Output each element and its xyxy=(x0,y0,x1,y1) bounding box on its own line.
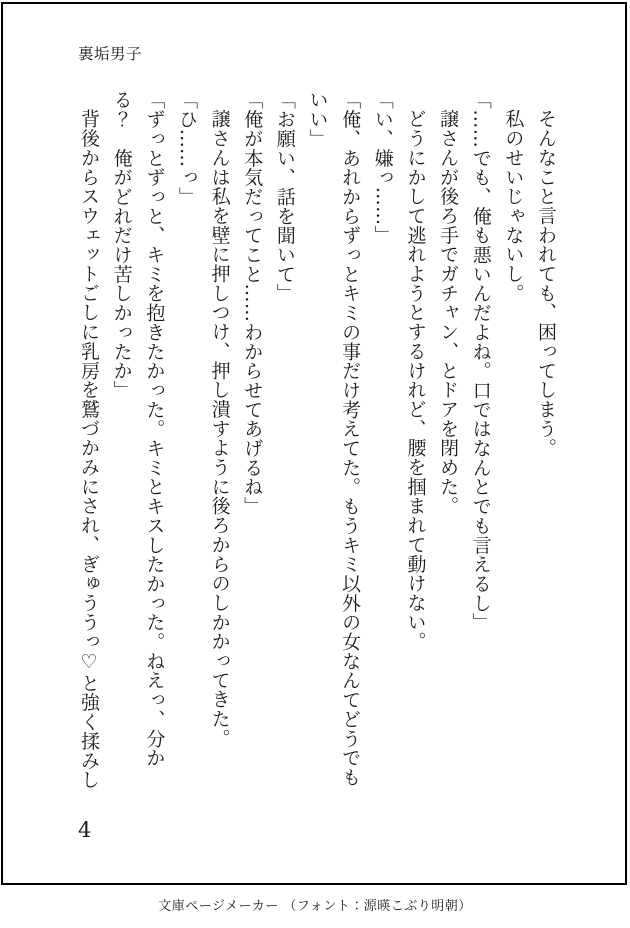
footer-credit: 文庫ページメーカー （フォント：源暎こぶり明朝） xyxy=(158,899,472,914)
text-line: 「俺が本気だってこと……わからせてあげるね」 xyxy=(241,90,264,516)
text-line: いい」 xyxy=(306,90,329,149)
text-line: 譲さんが後ろ手でガチャン、とドアを閉めた。 xyxy=(437,109,460,516)
text-line: そんなこと言われても、困ってしまう。 xyxy=(535,109,557,458)
text-line: 背後からスウェットごしに乳房を鷲づかみにされ、ぎゅううっ♡と強く揉みし xyxy=(78,109,101,790)
text-line: 「お願い、話を聞いて」 xyxy=(273,90,296,303)
running-head-title: 裏垢男子 xyxy=(78,45,143,63)
text-line: 私のせいじゃないし。 xyxy=(502,109,525,303)
text-line: どうにかして逃れようとするけれど、腰を掴まれて動けない。 xyxy=(404,109,427,652)
text-line: 「ずっとずっと、キミを抱きたかった。キミとキスしたかった。ねえっ、分か xyxy=(143,90,166,768)
vertical-text-block xyxy=(72,90,562,868)
text-line: 譲さんは私を壁に押しつけ、押し潰すように後ろからのしかかってきた。 xyxy=(208,109,231,748)
page-number: 4 xyxy=(78,818,92,842)
text-line: 「……でも、俺も悪いんだよね。口ではなんとでも言えるし」 xyxy=(469,90,492,632)
text-line: 「い、嫌っ……」 xyxy=(371,90,394,245)
text-line: る？ 俺がどれだけ苦しかったか」 xyxy=(110,90,133,400)
text-line: 「ひ……っ」 xyxy=(175,90,198,207)
text-line: 「俺、あれからずっとキミの事だけ考えてた。もうキミ以外の女なんてどうでも xyxy=(339,90,362,787)
